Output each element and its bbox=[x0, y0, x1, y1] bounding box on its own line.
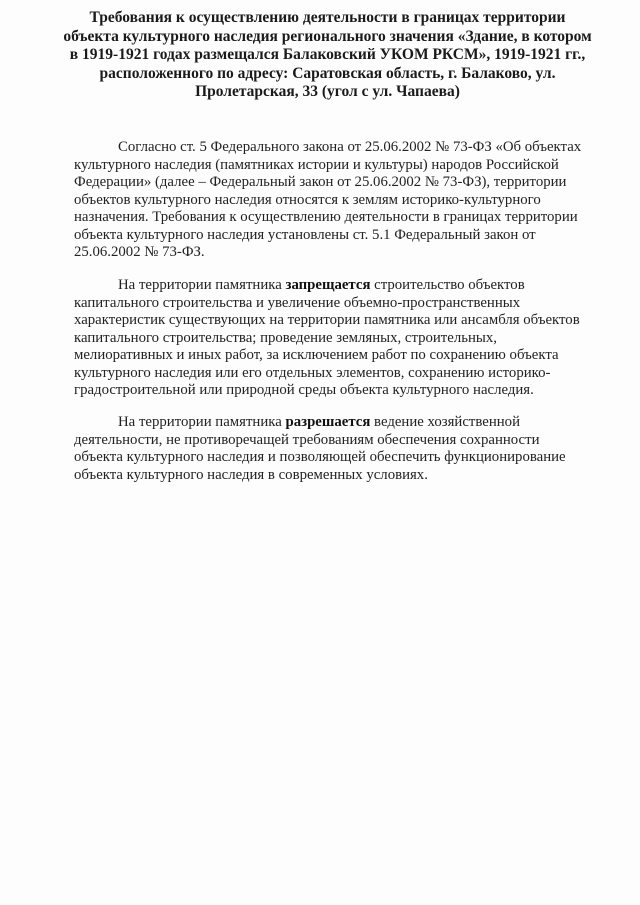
paragraph-line: культурного наследия или его отдельных элементов, сохранению историко- bbox=[74, 364, 551, 381]
paragraph-line bbox=[74, 277, 580, 295]
paragraph-line: капитального строительства и увеличение объемно-пространственных bbox=[74, 294, 521, 311]
permitted-keyword: разрешается bbox=[285, 414, 371, 430]
paragraph-legal-basis bbox=[74, 139, 581, 262]
title-line: объекта культурного наследия регионального значения «Здание, в котором bbox=[63, 27, 592, 45]
paragraph-line: деятельности, не противоречащей требованиям обеспечения сохранности bbox=[74, 431, 540, 448]
title-line: в 1919-1921 годах размещался Балаковский УКОМ РКСМ», 1919-1921 гг., bbox=[69, 46, 586, 64]
paragraph-line: объекта культурного наследия установлены ст. 5.1 Федеральный закон от bbox=[74, 226, 536, 243]
title-line: Пролетарская, 33 (угол с ул. Чапаева) bbox=[195, 83, 460, 101]
paragraph-line: градостроительной или природной среды объекта культурного наследия. bbox=[74, 382, 534, 398]
paragraph-line: Федерации» (далее – Федеральный закон от 25.06.2002 № 73-ФЗ), территории bbox=[74, 174, 567, 190]
paragraph-line: назначения. Требования к осуществлению деятельности в границах территории bbox=[74, 209, 578, 225]
paragraph-line: 25.06.2002 № 73-ФЗ. bbox=[74, 244, 205, 260]
line-text: На территории памятника bbox=[118, 277, 286, 293]
line-text: строительство объектов bbox=[370, 277, 525, 293]
line-text: На территории памятника bbox=[118, 414, 286, 430]
document-title bbox=[60, 9, 595, 102]
paragraph-line: объекта культурного наследия и позволяющей обеспечить функционирование bbox=[74, 449, 566, 465]
paragraph-permitted bbox=[74, 414, 566, 484]
line-text: ведение хозяйственной bbox=[370, 414, 520, 430]
prohibited-keyword: запрещается bbox=[285, 277, 371, 293]
title-line: Требования к осуществлению деятельности в границах территории bbox=[89, 9, 566, 26]
paragraph-line: Согласно ст. 5 Федерального закона от 25.06.2002 № 73-ФЗ «Об объектах bbox=[118, 139, 582, 155]
paragraph-prohibited bbox=[74, 277, 580, 400]
paragraph-line: объекта культурного наследия в современных условиях. bbox=[74, 466, 428, 483]
paragraph-line: объектов культурного наследия относятся к землям историко-культурного bbox=[74, 191, 541, 208]
paragraph-line: мелиоративных и иных работ, за исключением работ по сохранению объекта bbox=[74, 347, 559, 363]
paragraph-line: культурного наследия (памятниках истории и культуры) народов Российской bbox=[74, 156, 559, 173]
title-line: расположенного по адресу: Саратовская область, г. Балаково, ул. bbox=[99, 64, 556, 82]
paragraph-line: капитального строительства; проведение земляных, строительных, bbox=[74, 329, 497, 346]
paragraph-line: характеристик существующих на территории памятника или ансамбля объектов bbox=[74, 312, 580, 328]
paragraph-line bbox=[74, 414, 566, 432]
